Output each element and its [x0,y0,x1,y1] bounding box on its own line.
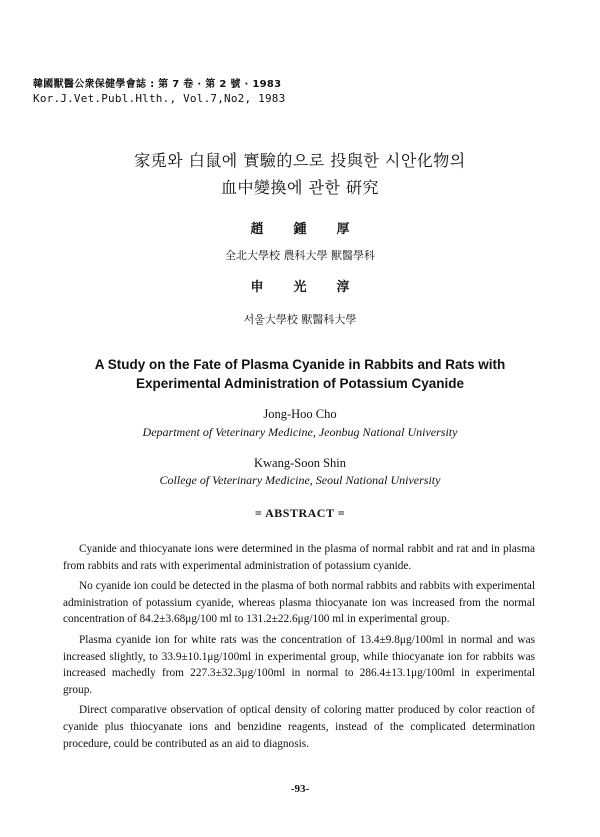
english-affiliation-1: Department of Veterinary Medicine, Jeonbug National University [142,425,458,439]
korean-affiliation-2: 서울大學校 獸醫科大學 [243,313,357,326]
abstract-paragraph: Direct comparative observation of optical density of coloring matter produced by color reaction of cyanide plus thiocyanate ions and benzidine reagents, instead of the complicated determination procedure, could be contributed as an aid to diagnosis. [63,704,535,750]
korean-title-line-1: 家兎와 白鼠에 實驗的으로 投與한 시안化物의 [134,151,466,170]
english-affiliation-2: College of Veterinary Medicine, Seoul National University [159,473,441,487]
journal-title-korean: 韓國獸醫公衆保健學會誌 : 第 7 卷 · 第 2 號 · 1983 [33,79,282,90]
english-title [0,355,600,393]
abstract-body [63,541,535,756]
abstract-paragraph: Plasma cyanide ion for white rats was the concentration of 13.4±9.8μg/100ml in normal and was increased slightly, to 33.9±10.1μg/100ml in experimental group, while thiocyanate ion for rabbits was increased machedly from 227.3±32.3μg/100ml in normal to 286.4±13.1μg/100ml in experimental group. [63,633,535,696]
english-author-1: Jong-Hoo Cho [263,407,337,421]
page-number: -93- [290,783,310,795]
korean-title-line-2: 血中變換에 관한 硏究 [220,178,380,197]
korean-affiliation-1: 全北大學校 農科大學 獸醫學科 [225,249,375,262]
journal-header [33,78,285,106]
abstract-heading: = ABSTRACT = [254,506,346,520]
journal-citation-english: Kor.J.Vet.Publ.Hlth., Vol.7,No2, 1983 [33,92,286,105]
abstract-paragraph: No cyanide ion could be detected in the plasma of both normal rabbits and rabbits with experimental administration of potassium cyanide, whereas plasma thiocyanate ion was increased from the normal concentration of 84.2±3.68μg/100 ml to 131.2±22.6μg/100 ml in experimental group. [63,580,535,626]
korean-author-2: 申光淳 [250,280,380,295]
korean-author-1: 趙鍾厚 [250,222,380,237]
english-title-line-2: Experimental Administration of Potassium Cyanide [135,376,465,391]
english-title-line-1: A Study on the Fate of Plasma Cyanide in Rabbits and Rats with [94,357,506,372]
abstract-paragraph: Cyanide and thiocyanate ions were determined in the plasma of normal rabbit and rat and in plasma from rabbits and rats with experimental administration of potassium cyanide. [63,543,535,572]
english-author-2: Kwang-Soon Shin [253,456,347,470]
